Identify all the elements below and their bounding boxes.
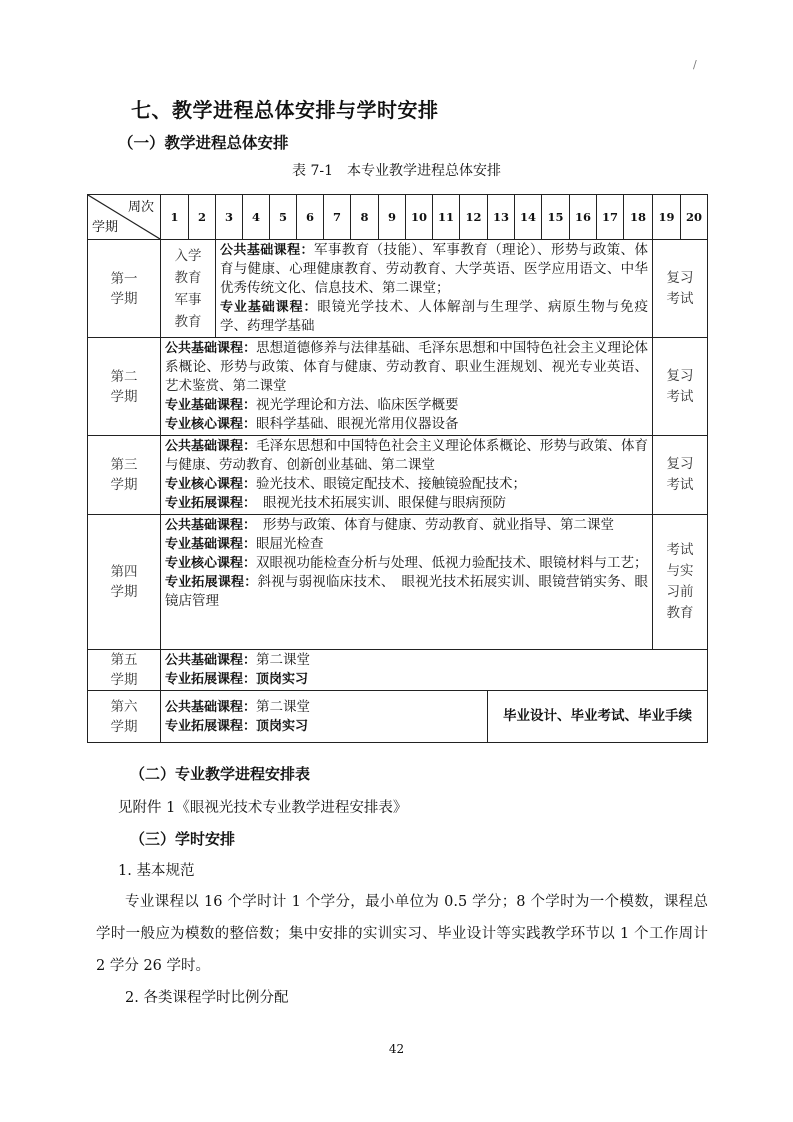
week-header: 15 bbox=[542, 195, 570, 240]
term-cell: 第六 学期 bbox=[88, 691, 161, 743]
item-2-title: 2. 各类课程学时比例分配 bbox=[125, 990, 289, 1006]
course-line: 专业拓展课程： 眼视光技术拓展实训、眼保健与眼病预防 bbox=[165, 495, 507, 511]
week-header: 13 bbox=[488, 195, 515, 240]
week-header: 9 bbox=[379, 195, 406, 240]
week-header: 19 bbox=[653, 195, 681, 240]
section-title: 七、教学进程总体安排与学时安排 bbox=[131, 98, 439, 122]
diagonal-header-cell bbox=[88, 195, 161, 240]
course-line: 公共基础课程：思想道德修养与法律基础、毛泽东思想和中国特色社会主义理论体系概论、形势与政策、体育与健康、劳动教育、职业生涯规划、视光专业英语、艺术鉴赏、第二课堂 bbox=[165, 340, 648, 394]
review-exam-cell: 复习 考试 bbox=[653, 338, 708, 436]
week-header: 4 bbox=[243, 195, 270, 240]
week-header: 6 bbox=[297, 195, 324, 240]
body-paragraph: 专业课程以 16 个学时计 1 个学分，最小单位为 0.5 学分；8 个学时为一个模数，课程总学时一般应为模数的整倍数；集中安排的实训实习、毕业设计等实践教学环节以 1 个工作周计 2 学分 26 学时。 bbox=[96, 894, 708, 974]
term-cell: 第三 学期 bbox=[88, 436, 161, 515]
corner-mark: / bbox=[693, 58, 697, 71]
week-header: 5 bbox=[270, 195, 297, 240]
week-header: 8 bbox=[351, 195, 379, 240]
week-header: 1 bbox=[161, 195, 189, 240]
course-line: 专业拓展课程：顶岗实习 bbox=[165, 718, 309, 734]
course-line: 专业核心课程：眼科学基础、眼视光常用仪器设备 bbox=[165, 416, 459, 432]
course-content-cell bbox=[161, 515, 653, 650]
course-line: 公共基础课程：第二课堂 bbox=[165, 652, 311, 668]
header-row bbox=[88, 195, 708, 240]
course-line: 公共基础课程：军事教育（技能）、军事教育（理论）、形势与政策、体育与健康、心理健康教育、劳动教育、大学英语、医学应用语文、中华优秀传统文化、信息技术、第二课堂； bbox=[220, 242, 648, 296]
course-line: 专业核心课程：验光技术、眼镜定配技术、接触镜验配技术； bbox=[165, 476, 527, 492]
week-header: 3 bbox=[216, 195, 243, 240]
week-header: 11 bbox=[433, 195, 460, 240]
course-line: 公共基础课程：第二课堂 bbox=[165, 698, 311, 715]
appendix-reference: 见附件 1《眼视光技术专业教学进程安排表》 bbox=[118, 800, 408, 816]
course-content-cell bbox=[161, 436, 653, 515]
course-line: 公共基础课程： 形势与政策、体育与健康、劳动教育、就业指导、第二课堂 bbox=[165, 517, 615, 533]
course-line: 专业拓展课程：顶岗实习 bbox=[165, 672, 309, 687]
subsection-title-1: （一）教学进程总体安排 bbox=[118, 134, 289, 152]
week-header: 20 bbox=[681, 195, 708, 240]
page-number: 42 bbox=[388, 1042, 405, 1056]
course-content-cell bbox=[161, 338, 653, 436]
week-header: 10 bbox=[406, 195, 433, 240]
week-header: 17 bbox=[597, 195, 624, 240]
week-header: 7 bbox=[324, 195, 351, 240]
course-content-cell bbox=[161, 650, 708, 691]
term-row bbox=[88, 515, 708, 650]
week-header: 12 bbox=[460, 195, 488, 240]
course-line: 专业基础课程：眼屈光检查 bbox=[165, 536, 324, 552]
graduation-cell: 毕业设计、毕业考试、毕业手续 bbox=[488, 691, 708, 743]
review-exam-cell: 复习 考试 bbox=[653, 240, 708, 338]
course-line: 公共基础课程：毛泽东思想和中国特色社会主义理论体系概论、形势与政策、体育与健康、劳动教育、创新创业基础、第二课堂 bbox=[165, 438, 648, 473]
course-line: 专业核心课程：双眼视功能检查分析与处理、低视力验配技术、眼镜材料与工艺； bbox=[165, 555, 648, 571]
review-exam-cell: 考试 与实 习前 教育 bbox=[653, 515, 708, 650]
term-cell: 第五 学期 bbox=[88, 650, 161, 691]
item-1-title: 1. 基本规范 bbox=[118, 863, 195, 879]
term-row bbox=[88, 691, 708, 743]
review-exam-cell: 复习 考试 bbox=[653, 436, 708, 515]
term-row bbox=[88, 650, 708, 691]
week-header: 14 bbox=[515, 195, 542, 240]
course-line: 专业基础课程：眼镜光学技术、人体解剖与生理学、病原生物与免疫学、药理学基础 bbox=[220, 299, 648, 334]
course-line: 专业拓展课程：斜视与弱视临床技术、 眼视光技术拓展实训、眼镜营销实务、眼镜店管理 bbox=[165, 574, 648, 609]
subsection-title-3: （三）学时安排 bbox=[130, 830, 236, 848]
week-header: 18 bbox=[624, 195, 653, 240]
table-caption: 表 7-1 本专业教学进程总体安排 bbox=[292, 163, 501, 179]
schedule-table bbox=[87, 194, 708, 743]
term-label: 学期 bbox=[92, 220, 119, 235]
week-label: 周次 bbox=[127, 200, 154, 215]
term-cell: 第一 学期 bbox=[88, 240, 161, 338]
term-cell: 第四 学期 bbox=[88, 515, 161, 650]
course-content-cell bbox=[216, 240, 653, 338]
item-1-body bbox=[96, 886, 708, 982]
week-header: 2 bbox=[189, 195, 216, 240]
term-cell: 第二 学期 bbox=[88, 338, 161, 436]
course-line: 专业基础课程：视光学理论和方法、临床医学概要 bbox=[165, 397, 459, 413]
term-row bbox=[88, 338, 708, 436]
term-row bbox=[88, 240, 708, 338]
term-row bbox=[88, 436, 708, 515]
course-content-cell bbox=[161, 691, 488, 743]
subsection-title-2: （二）专业教学进程安排表 bbox=[130, 765, 311, 783]
entry-education-cell: 入学 教育 军事 教育 bbox=[161, 240, 216, 338]
week-header: 16 bbox=[570, 195, 597, 240]
